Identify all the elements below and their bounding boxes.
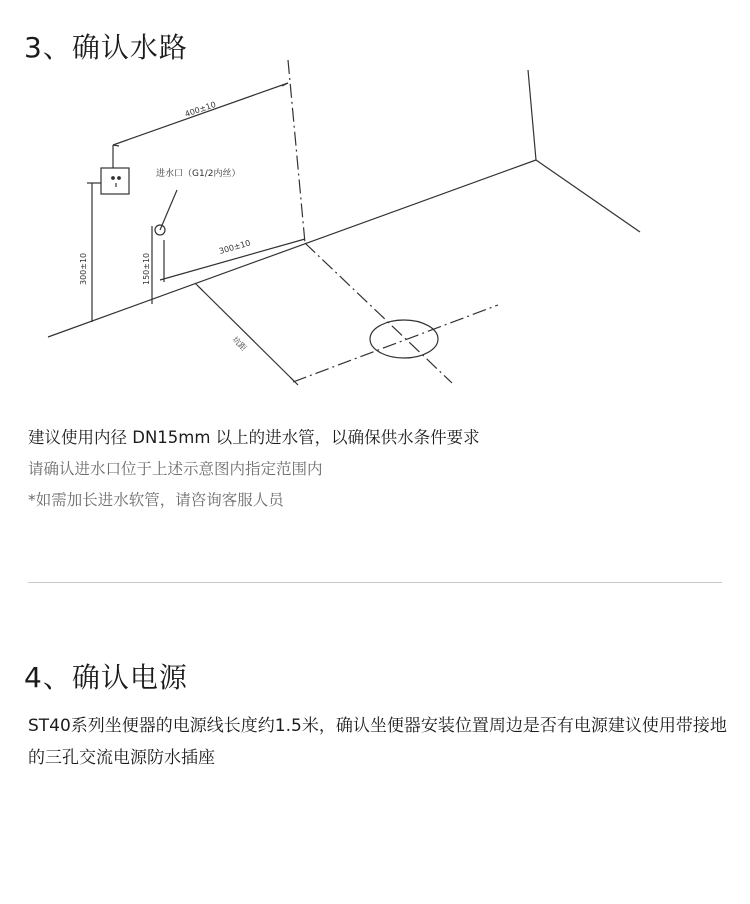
center-line-cross: [293, 305, 498, 382]
center-line-vertical: [288, 60, 305, 243]
dim-diagonal-label: 坑距: [230, 335, 249, 353]
note-extension-hose: *如需加长进水软管，请咨询客服人员: [28, 491, 284, 509]
section-title-power: 4、确认电源: [24, 661, 188, 694]
note-pipe-diameter: 建议使用内径 DN15mm 以上的进水管，以确保供水条件要求: [28, 428, 480, 447]
drain-outlet-ellipse: [370, 320, 438, 358]
power-description: ST40系列坐便器的电源线长度约1.5米，确认坐便器安装位置周边是否有电源建议使用带接地的三孔交流电源防水插座: [28, 716, 727, 768]
floor-wall-line: [48, 160, 536, 337]
power-socket-icon: [101, 168, 129, 194]
floor-right-edge: [536, 160, 640, 232]
section-divider: [28, 582, 722, 583]
water-inlet-diagram: [0, 60, 750, 400]
wall-corner-line: [528, 70, 536, 160]
dim-inlet-height-label: 150±10: [142, 252, 151, 285]
note-inlet-range: 请确认进水口位于上述示意图内指定范围内: [28, 460, 323, 478]
dim-left-label: 300±10: [79, 252, 88, 285]
dim-mid-label: 300±10: [218, 238, 252, 256]
section-title-water: 3、确认水路: [24, 31, 188, 64]
center-line-floor: [305, 243, 452, 383]
dim-top-label: 400±10: [183, 99, 218, 119]
inlet-label: 进水口（G1/2内丝）: [156, 169, 241, 179]
